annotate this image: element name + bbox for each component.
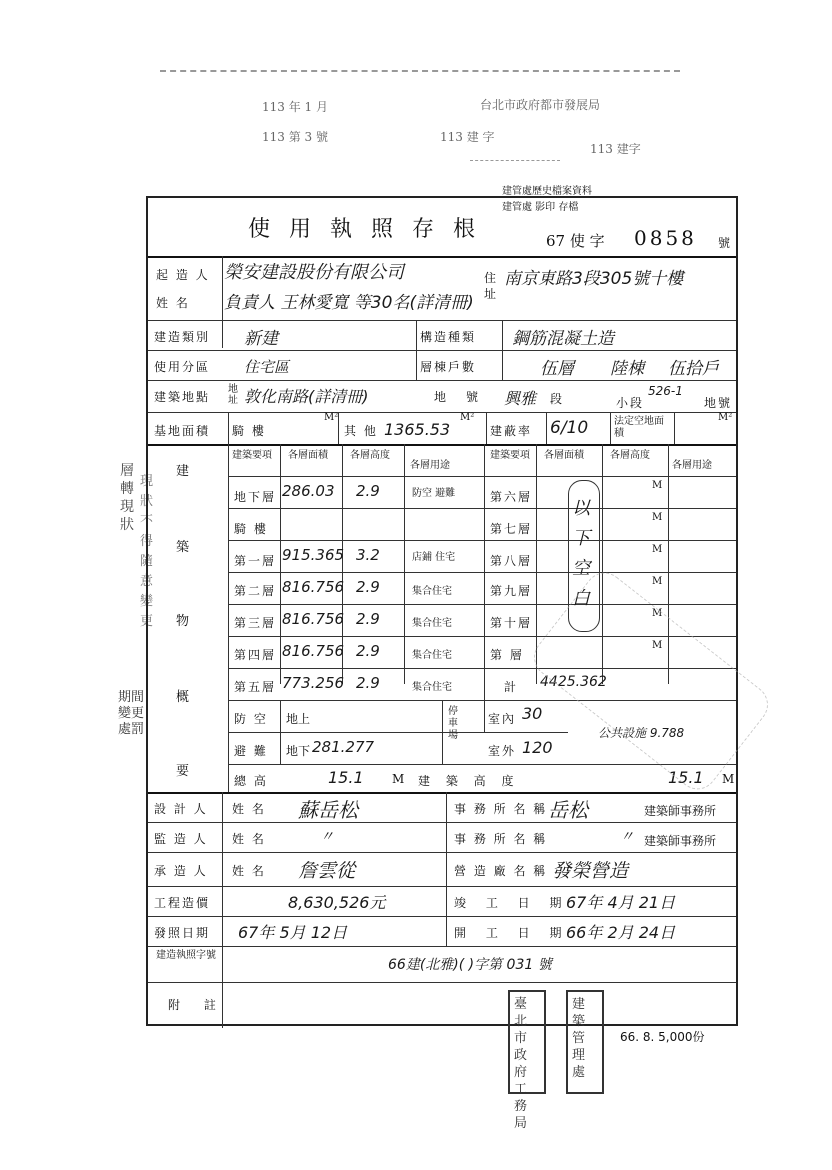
- evac-under-value: 281.277: [312, 738, 375, 756]
- left-row-4-item: 第三層: [234, 616, 277, 630]
- subsection-label: 小段: [616, 396, 645, 410]
- outdoor-label: 室外: [488, 744, 517, 758]
- applicant-label1: 起 造 人: [156, 268, 210, 282]
- zone-value: 住宅區: [244, 358, 290, 376]
- applicant-value2: 負責人 王林愛寬 等30名(詳清冊): [224, 293, 474, 313]
- designer-office-label: 事 務 所 名 稱: [454, 802, 548, 816]
- right-row-2-item: 第八層: [490, 554, 533, 568]
- blank-below-stamp: 以下空白: [572, 498, 590, 609]
- right-row-1-item: 第七層: [490, 522, 533, 536]
- struct-type-label: 構造種類: [420, 330, 477, 344]
- right-row-4-item: 第十層: [490, 616, 533, 630]
- contractor-role: 承 造 人: [154, 864, 208, 878]
- lot-number: 526-1: [648, 384, 683, 398]
- supervisor-role: 監 造 人: [154, 832, 208, 846]
- air-raid-label: 防 空: [234, 712, 268, 726]
- left-row-5-use: 集合住宅: [412, 650, 452, 661]
- left-row-2-area: 915.365: [282, 546, 345, 564]
- note-top-right2: 建管處 影印 存檔: [502, 202, 579, 213]
- floors-header-left-3: 各層用途: [410, 460, 450, 471]
- left-row-0-item: 地下層: [234, 490, 277, 504]
- location-label: 建築地點: [154, 390, 211, 404]
- contractor-name-label: 姓 名: [232, 864, 266, 878]
- building-type-label: 建造類別: [154, 330, 211, 344]
- units-value: 伍拾戶: [668, 359, 719, 379]
- side-label-1: 築: [176, 540, 190, 555]
- left-row-6-area: 773.256: [282, 674, 345, 692]
- left-row-4-height: 2.9: [356, 610, 380, 628]
- permit-number: 0858: [634, 226, 697, 250]
- remarks-label: 附 註: [168, 998, 226, 1012]
- buildings-value: 陸棟: [610, 359, 644, 379]
- completion-label: 竣 工 日 期: [454, 896, 570, 910]
- floors-header-right-0: 建築要項: [490, 450, 530, 461]
- left-row-1-item: 騎 樓: [234, 522, 268, 536]
- start-label: 開 工 日 期: [454, 926, 570, 940]
- land-label: 地號: [434, 390, 499, 404]
- total-height-value: 15.1: [328, 768, 364, 787]
- left-row-6-use: 集合住宅: [412, 682, 452, 693]
- supervisor-office-label: 事 務 所 名 稱: [454, 832, 548, 846]
- location-addr: 敦化南路(詳清冊): [244, 387, 369, 406]
- left-row-0-use: 防空 避難: [412, 488, 456, 499]
- coverage-label: 建蔽率: [490, 424, 533, 438]
- right-row-6-item: 計: [504, 680, 519, 694]
- evac-label: 避 難: [234, 744, 268, 758]
- start-value: 66年 2月 24日: [566, 923, 676, 942]
- coverage-value: 6/10: [550, 418, 589, 438]
- right-row-5-item: 第 層: [490, 648, 524, 662]
- top-stamp-line1: 113 年 1 月: [262, 100, 328, 114]
- site-area-label: 基地面積: [154, 424, 211, 438]
- supervisor-office-suffix: 建築師事務所: [644, 834, 717, 848]
- floors-value: 伍層: [540, 359, 574, 379]
- bldg-height-label: 建 築 高 度: [418, 774, 520, 788]
- left-row-5-item: 第四層: [234, 648, 277, 662]
- location-sub-label: 地址: [228, 384, 238, 406]
- building-type-value: 新建: [244, 329, 278, 349]
- permit-label: 建造執照字號: [156, 950, 216, 961]
- floors-header-left-2: 各層高度: [350, 450, 390, 461]
- issue-value: 67年 5月 12日: [238, 923, 348, 942]
- total-height-unit: M: [392, 772, 405, 786]
- left-row-3-area: 816.756: [282, 578, 345, 596]
- left-row-3-use: 集合住宅: [412, 586, 452, 597]
- left-row-5-height: 2.9: [356, 642, 380, 660]
- top-stamp-line2: 113 第 3 號: [262, 130, 328, 144]
- floors-header-left-1: 各層面積: [288, 450, 328, 461]
- top-stamp-band: [160, 70, 680, 72]
- floors-header-right-1: 各層面積: [544, 450, 584, 461]
- applicant-label2: 姓 名: [156, 296, 190, 310]
- land-section: 興雅: [504, 389, 537, 408]
- indoor-value: 30: [522, 704, 543, 723]
- completion-value: 67年 4月 21日: [566, 893, 676, 912]
- permit-value: 66建(北雅)( )字第 031 號: [388, 957, 552, 973]
- cost-value: 8,630,526元: [288, 893, 386, 912]
- floors-header-right-2: 各層高度: [610, 450, 650, 461]
- note-top-right1: 建管處歷史檔案資料: [502, 186, 592, 197]
- top-stamp-right1: 台北市政府都市發展局: [480, 98, 601, 112]
- parking-label: 停車場: [448, 706, 458, 741]
- top-stamp-right2: 113 建字: [590, 142, 641, 156]
- other-value: 1365.53: [384, 420, 451, 439]
- public-facilities-note: 公共設施 9.788: [598, 726, 685, 740]
- side-label-3: 概: [176, 690, 190, 705]
- seal-left-text: 臺北市政府工務局: [514, 997, 528, 1131]
- floors-header-right-3: 各層用途: [672, 460, 712, 471]
- supervisor-name-label: 姓 名: [232, 832, 266, 846]
- right-unit-0: M: [652, 480, 663, 491]
- land-section-suffix: 段: [550, 392, 565, 406]
- left-row-3-height: 2.9: [356, 578, 380, 596]
- top-stamp-box: [470, 70, 560, 161]
- designer-office-suffix: 建築師事務所: [644, 804, 717, 818]
- contractor-firm: 發榮營造: [552, 860, 629, 882]
- legal-open-unit: M²: [718, 412, 733, 423]
- left-note-col1: 層轉現狀: [120, 463, 134, 533]
- issue-label: 發照日期: [154, 926, 211, 940]
- floors-label: 層棟戶數: [420, 360, 477, 374]
- left-row-6-height: 2.9: [356, 674, 380, 692]
- lot-suffix: 地號: [704, 396, 733, 410]
- side-label-2: 物: [176, 614, 190, 629]
- right-unit-3: M: [652, 576, 663, 587]
- left-row-0-height: 2.9: [356, 482, 380, 500]
- legal-open-label: 法定空地面積: [614, 416, 664, 439]
- left-row-5-area: 816.756: [282, 642, 345, 660]
- left-row-2-item: 第一層: [234, 554, 277, 568]
- side-label-0: 建: [176, 464, 190, 479]
- left-row-6-item: 第五層: [234, 680, 277, 694]
- designer-name: 蘇岳松: [298, 798, 358, 822]
- left-note-col2: 現狀不得隨意變更: [140, 474, 154, 629]
- top-stamp-line3: 113 建 字: [440, 130, 495, 144]
- left-row-2-use: 店鋪 住宅: [412, 552, 456, 563]
- applicant-addr-value: 南京東路3段305號十樓: [504, 269, 684, 289]
- right-unit-4: M: [652, 608, 663, 619]
- bldg-height-unit: M: [722, 772, 735, 786]
- bldg-height-value: 15.1: [668, 768, 704, 787]
- right-row-3-item: 第九層: [490, 584, 533, 598]
- arcade-label: 騎 樓: [232, 424, 266, 438]
- zone-label: 使用分區: [154, 360, 211, 374]
- contractor-name: 詹雲從: [298, 860, 356, 882]
- right-unit-5: M: [652, 640, 663, 651]
- left-row-4-area: 816.756: [282, 610, 345, 628]
- left-note-bottom: 期間變更處罰: [118, 690, 145, 737]
- print-info: 66. 8. 5,000份: [620, 1030, 705, 1044]
- designer-name-label: 姓 名: [232, 802, 266, 816]
- permit-number-suffix: 號: [718, 236, 731, 250]
- evac-under: 地下: [286, 744, 311, 758]
- left-row-4-use: 集合住宅: [412, 618, 452, 629]
- left-row-2-height: 3.2: [356, 546, 380, 564]
- cost-label: 工程造價: [154, 896, 211, 910]
- seal-right-text: 建築管理處: [572, 997, 586, 1080]
- air-raid-above: 地上: [286, 712, 311, 726]
- other-label: 其 他: [344, 424, 378, 438]
- designer-role: 設 計 人: [154, 802, 208, 816]
- left-row-3-item: 第二層: [234, 584, 277, 598]
- other-unit: M²: [460, 412, 475, 423]
- indoor-label: 室內: [488, 712, 517, 726]
- right-row-0-item: 第六層: [490, 490, 533, 504]
- floors-header-left-0: 建築要項: [232, 450, 272, 461]
- applicant-addr-label: 住 址: [484, 271, 499, 301]
- right-row-6-area: 4425.362: [540, 674, 607, 690]
- arcade-unit: M²: [324, 412, 339, 423]
- left-row-0-area: 286.03: [282, 482, 335, 500]
- side-label-4: 要: [176, 764, 190, 779]
- right-unit-1: M: [652, 512, 663, 523]
- applicant-value1: 榮安建設股份有限公司: [224, 262, 404, 283]
- form-title: 使 用 執 照 存 根: [248, 217, 481, 242]
- struct-type-value: 鋼筋混凝土造: [512, 329, 614, 349]
- contractor-firm-label: 營 造 廠 名 稱: [454, 864, 548, 878]
- total-height-label: 總 高: [234, 774, 268, 788]
- outdoor-value: 120: [522, 738, 553, 757]
- supervisor-name: 〃: [320, 829, 334, 845]
- designer-office: 岳松: [548, 798, 588, 822]
- right-unit-2: M: [652, 544, 663, 555]
- permit-number-prefix: 67 使 字: [546, 232, 605, 250]
- supervisor-office: 〃: [620, 829, 634, 845]
